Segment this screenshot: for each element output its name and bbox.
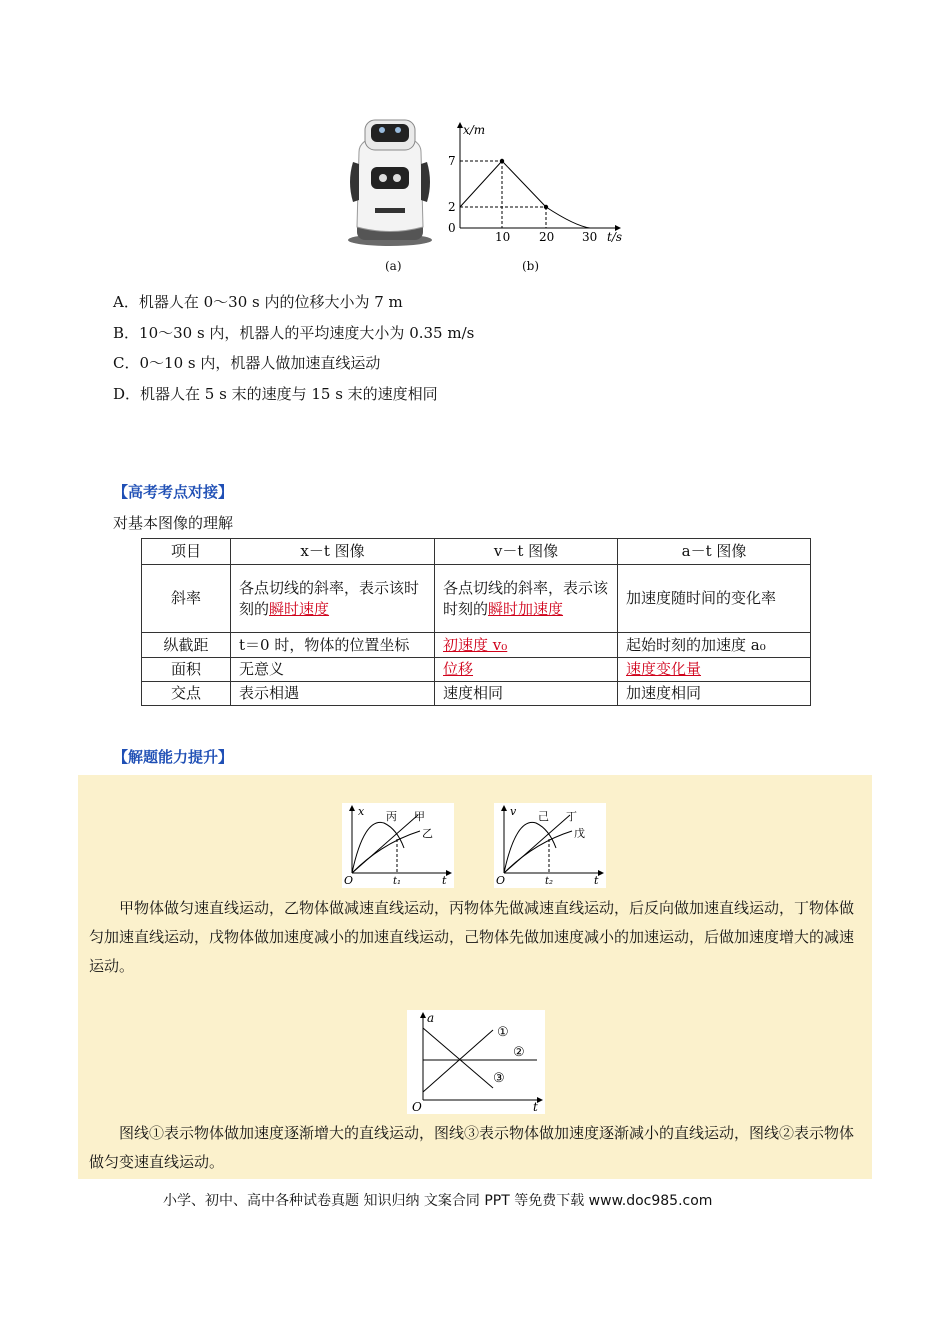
table-cell: 起始时刻的加速度 a₀ <box>618 633 811 658</box>
table-cell: 斜率 <box>142 565 231 633</box>
svg-text:戊: 戊 <box>574 827 585 840</box>
option-a: A．机器人在 0～30 s 内的位移大小为 7 m <box>113 293 403 311</box>
table-header: x－t 图像 <box>231 539 435 565</box>
section-title-skill-improvement: 【解题能力提升】 <box>113 748 234 766</box>
table-row <box>142 682 811 706</box>
svg-text:t₁: t₁ <box>393 876 402 887</box>
xt-graph-1 <box>342 803 454 888</box>
table-cell: 纵截距 <box>142 633 231 658</box>
table-cell: 加速度相同 <box>618 682 811 706</box>
option-d: D．机器人在 5 s 末的速度与 15 s 末的速度相同 <box>113 385 438 403</box>
table-cell: 各点切线的斜率，表示该时刻的瞬时加速度 <box>435 565 618 633</box>
x-axis-label: t/s <box>607 230 623 244</box>
y-axis-label: x/m <box>463 123 486 137</box>
table-header: a－t 图像 <box>618 539 811 565</box>
footer-text: 小学、初中、高中各种试卷真题 知识归纳 文案合同 PPT 等免费下载 www.doc985.com <box>163 1193 713 1209</box>
svg-text:t₂: t₂ <box>545 876 554 887</box>
svg-text:己: 己 <box>538 810 549 823</box>
table-cell: 交点 <box>142 682 231 706</box>
y-tick-2: 2 <box>448 200 456 214</box>
table-cell: 速度相同 <box>435 682 618 706</box>
table-cell: t＝0 时，物体的位置坐标 <box>231 633 435 658</box>
at-graph-3 <box>407 1010 545 1114</box>
section-title-exam-points: 【高考考点对接】 <box>113 483 234 501</box>
svg-text:②: ② <box>513 1045 525 1060</box>
origin-label: 0 <box>448 221 456 235</box>
table-header-row <box>142 539 811 565</box>
table-cell: 面积 <box>142 658 231 682</box>
table-header: 项目 <box>142 539 231 565</box>
svg-text:①: ① <box>497 1025 509 1040</box>
x-tick-30: 30 <box>582 230 598 244</box>
svg-text:丁: 丁 <box>566 810 577 823</box>
svg-text:t: t <box>533 1100 538 1114</box>
explanation-paragraph-1: 甲物体做匀速直线运动，乙物体做减速直线运动，丙物体先做减速直线运动，后反向做加速直线运动，丁物体做匀加速直线运动，戊物体做加速度减小的加速直线运动，己物体先做加速度减小的加速运动，后做加速度增大的减速运动。 <box>89 899 855 975</box>
svg-text:O: O <box>344 874 354 887</box>
svg-text:丙: 丙 <box>386 810 397 823</box>
svg-text:t: t <box>442 874 447 887</box>
svg-text:a: a <box>427 1011 435 1025</box>
option-b: B．10～30 s 内，机器人的平均速度大小为 0.35 m/s <box>113 324 475 342</box>
svg-text:O: O <box>412 1100 422 1114</box>
caption-a: (a) <box>385 259 402 273</box>
table-cell: 位移 <box>435 658 618 682</box>
svg-text:t: t <box>594 874 599 887</box>
graph-comparison-table <box>141 538 811 706</box>
table-row <box>142 633 811 658</box>
table-cell: 初速度 v₀ <box>435 633 618 658</box>
table-row <box>142 658 811 682</box>
y-tick-7: 7 <box>448 154 456 168</box>
x-tick-10: 10 <box>495 230 511 244</box>
svg-text:乙: 乙 <box>422 827 433 840</box>
svg-text:O: O <box>496 874 506 887</box>
table-cell: 速度变化量 <box>618 658 811 682</box>
svg-text:③: ③ <box>493 1071 505 1086</box>
robot-image <box>345 112 435 247</box>
section-subtitle: 对基本图像的理解 <box>113 514 234 532</box>
svg-text:x: x <box>358 805 365 818</box>
explanation-paragraph-2: 图线①表示物体做加速度逐渐增大的直线运动，图线③表示物体做加速度逐渐减小的直线运动，图线②表示物体做匀变速直线运动。 <box>89 1124 855 1171</box>
table-cell: 表示相遇 <box>231 682 435 706</box>
option-c: C．0～10 s 内，机器人做加速直线运动 <box>113 354 381 372</box>
x-tick-20: 20 <box>539 230 555 244</box>
table-header: v－t 图像 <box>435 539 618 565</box>
xt-graph-b <box>440 118 630 248</box>
svg-text:v: v <box>510 805 517 818</box>
svg-text:甲: 甲 <box>414 810 425 823</box>
table-row <box>142 565 811 633</box>
vt-graph-2 <box>494 803 606 888</box>
table-cell: 无意义 <box>231 658 435 682</box>
table-cell: 加速度随时间的变化率 <box>618 565 811 633</box>
caption-b: (b) <box>522 259 540 273</box>
table-cell: 各点切线的斜率，表示该时刻的瞬时速度 <box>231 565 435 633</box>
